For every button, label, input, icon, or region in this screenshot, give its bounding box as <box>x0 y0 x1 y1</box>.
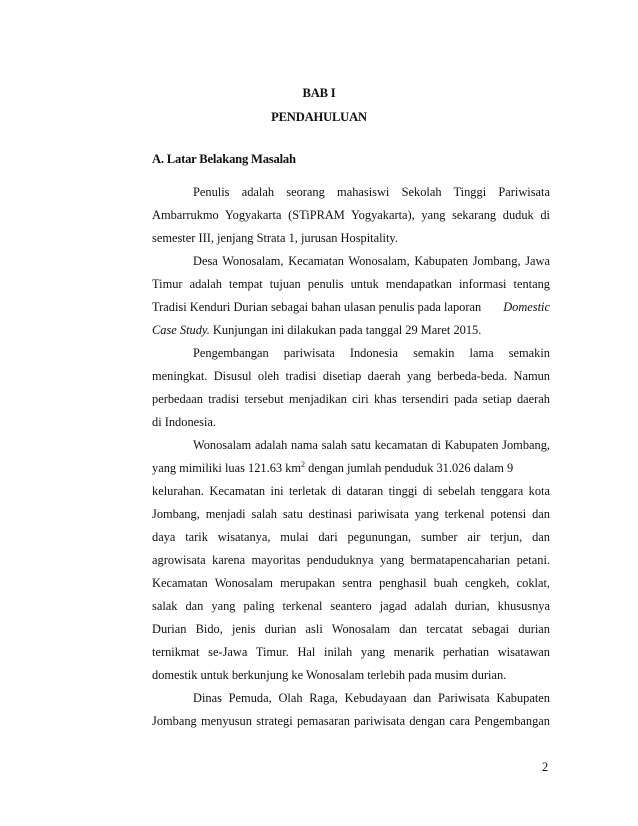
body-line: daya tarik wisatanya, mulai dari pegunungan, sumber air terjun, dan <box>152 530 550 544</box>
body-line: agrowisata karena mayoritas penduduknya yang bermatapencaharian petani. <box>152 553 550 567</box>
body-line: Jombang, menjadi salah satu destinasi pariwisata yang terkenal potensi dan <box>152 507 550 521</box>
body-line: semester III, jenjang Strata 1, jurusan Hospitality. <box>152 231 398 245</box>
body-line: Dinas Pemuda, Olah Raga, Kebudayaan dan Pariwisata Kabupaten <box>193 691 550 705</box>
body-line: Timur adalah tempat tujuan penulis untuk mendapatkan informasi tentang <box>152 277 550 291</box>
section-title: A. Latar Belakang Masalah <box>152 152 296 166</box>
chapter-number: BAB I <box>302 86 336 100</box>
body-line: di Indonesia. <box>152 415 217 429</box>
body-text: dengan jumlah penduduk 31.026 dalam 9 <box>305 461 514 475</box>
body-text: yang mimiliki luas 121.63 km <box>152 461 302 475</box>
body-line <box>152 460 550 476</box>
chapter-title: PENDAHULUAN <box>271 110 367 124</box>
superscript: 2 <box>301 459 306 469</box>
body-line: meningkat. Disusul oleh tradisi disetiap daerah yang berbeda-beda. Namun <box>152 369 550 383</box>
body-line: Durian Bido, jenis durian asli Wonosalam dan tercatat sebagai durian <box>152 622 550 636</box>
body-line: Desa Wonosalam, Kecamatan Wonosalam, Kabupaten Jombang, Jawa <box>193 254 550 268</box>
body-line: Ambarrukmo Yogyakarta (STiPRAM Yogyakarta), yang sekarang duduk di <box>152 208 550 222</box>
body-text: Kunjungan ini dilakukan pada tanggal 29 Maret 2015. <box>209 323 482 337</box>
body-line: Penulis adalah seorang mahasiswi Sekolah Tinggi Pariwisata <box>193 185 550 199</box>
italic-text: Domestic <box>503 300 550 314</box>
body-line: ternikmat se-Jawa Timur. Hal inilah yang menarik perhatian wisatawan <box>152 645 550 659</box>
body-line: perbedaan tradisi tersebut menjadikan ciri khas tersendiri pada setiap daerah <box>152 392 550 406</box>
page-number: 2 <box>542 760 549 774</box>
body-text: Tradisi Kenduri Durian sebagai bahan ulasan penulis pada laporan <box>152 300 482 314</box>
body-line: salak dan yang paling terkenal seantero jagad adalah durian, khususnya <box>152 599 550 613</box>
body-line: Wonosalam adalah nama salah satu kecamatan di Kabupaten Jombang, <box>193 438 550 452</box>
body-line: Kecamatan Wonosalam merupakan sentra penghasil buah cengkeh, coklat, <box>152 576 550 590</box>
body-line: kelurahan. Kecamatan ini terletak di dataran tinggi di sebelah tenggara kota <box>152 484 550 498</box>
body-line: domestik untuk berkunjung ke Wonosalam terlebih pada musim durian. <box>152 668 507 682</box>
body-line: Pengembangan pariwisata Indonesia semakin lama semakin <box>193 346 550 360</box>
body-line <box>152 299 550 315</box>
body-line: Jombang menyusun strategi pemasaran pariwisata dengan cara Pengembangan <box>152 714 550 728</box>
body-line <box>152 322 550 338</box>
italic-text: Case Study. <box>152 323 210 337</box>
